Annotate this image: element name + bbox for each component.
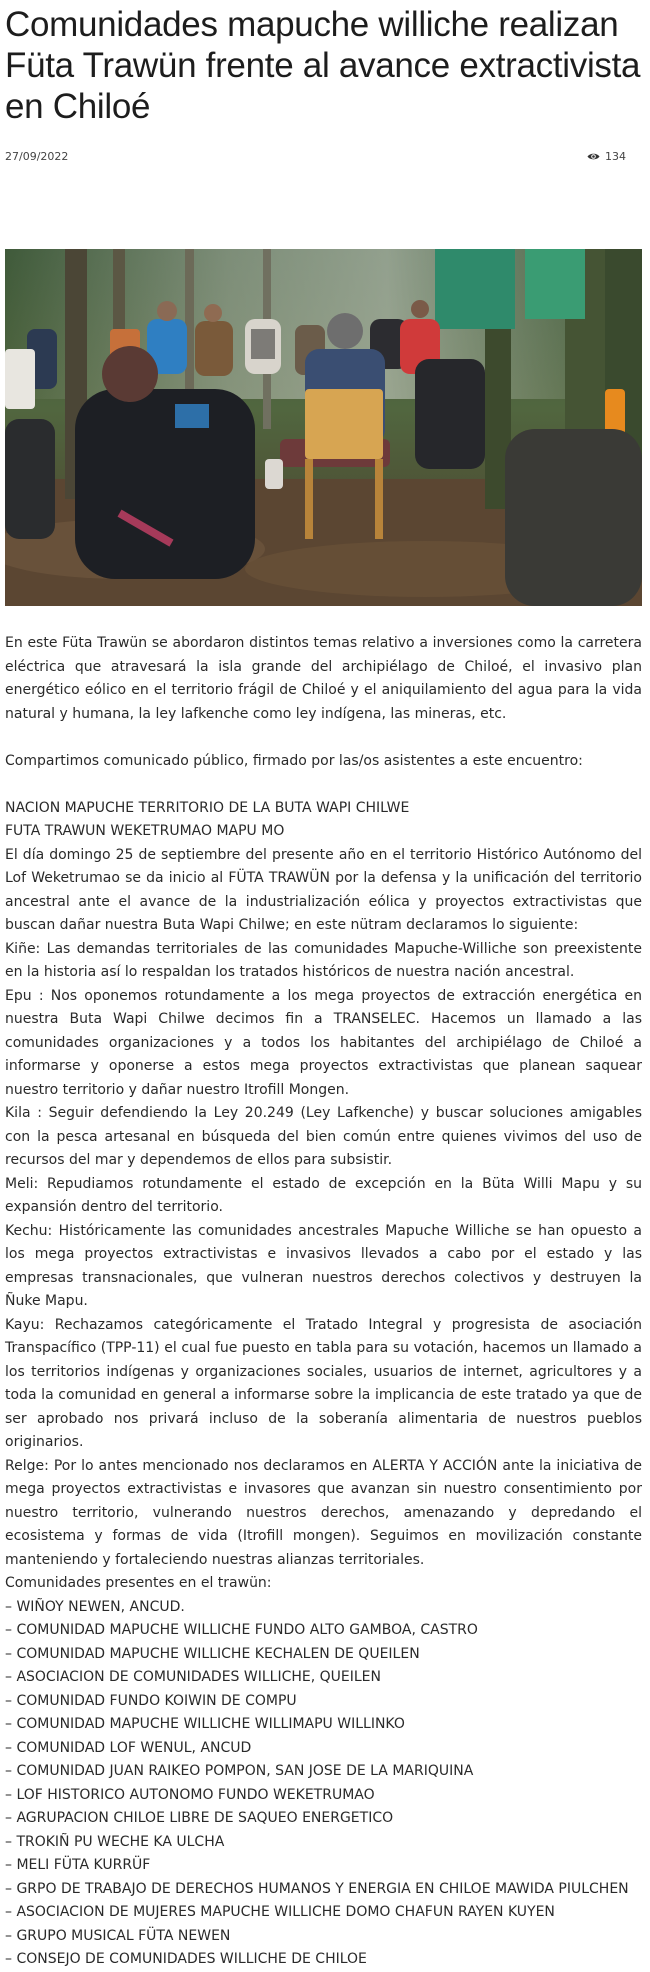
article-date: 27/09/2022 [5,150,69,163]
list-item: – COMUNIDAD MAPUCHE WILLICHE WILLIMAPU WILLINKO [5,1716,405,1732]
statement-paragraph: Kayu: Rechazamos categóricamente el Tratado Integral y progresista de asociación Transpacífico (TPP-11) el cual fue puesto en tabla para su votación, hacemos un llamado a los territorios indígenas y organizaciones sociales, usuarios de internet, agricultores y a toda la comunidad en general a informarse sobre la implicancia de este tratado ya que de ser aprobado nos privará incluso de la soberanía alimentaria de nuestros pueblos originarios. [5,1316,642,1450]
eye-icon [587,152,600,161]
communities-list [5,1596,642,1972]
forest-gathering-image [5,249,642,606]
view-count: 134 [605,150,626,163]
statement-paragraph: Kiñe: Las demandas territoriales de las comunidades Mapuche-Williche son preexistente en la historia así lo respaldan los tratados históricos de nuestra nación ancestral. [5,940,642,980]
list-item: – LOF HISTORICO AUTONOMO FUNDO WEKETRUMAO [5,1786,375,1803]
share-paragraph: Compartimos comunicado público, firmado por las/os asistentes a este encuentro: [5,752,583,769]
statement-heading-1: NACION MAPUCHE TERRITORIO DE LA BUTA WAPI CHILWE [5,799,410,816]
statement-paragraph: Kila : Seguir defendiendo la Ley 20.249 (Ley Lafkenche) y buscar soluciones amigables con la pesca artesanal en búsqueda del bien común entre quienes vivimos del uso de recursos del mar y dependemos de ellos para subsistir. [5,1105,642,1168]
list-item: – GRPO DE TRABAJO DE DERECHOS HUMANOS Y ENERGIA EN CHILOE MAWIDA PIULCHEN [5,1880,629,1897]
view-counter [587,150,626,163]
statement-paragraph: Epu : Nos oponemos rotundamente a los mega proyectos de extracción energética en nuestra Buta Wapi Chilwe decimos fin a TRANSELEC. Hacemos un llamado a las comunidades organizaciones y a todos los habitantes del archipiélago de Chiloé a informarse y oponerse a estos mega proyectos extractivistas que planean saquear nuestro territorio y dañar nuestro Itrofill Mongen. [5,987,642,1098]
article-title: Comunidades mapuche williche realizan Füta Trawün frente al avance extractivista en Chiloé [5,5,641,126]
list-item: – ASOCIACION DE COMUNIDADES WILLICHE, QUEILEN [5,1669,381,1685]
list-item: – WIÑOY NEWEN, ANCUD. [5,1598,185,1615]
statement-heading-2: FUTA TRAWUN WEKETRUMAO MAPU MO [5,823,285,839]
list-item: – CONSEJO DE COMUNIDADES WILLICHE DE CHILOE [5,1951,367,1967]
list-item: – TROKIÑ PU WECHE KA ULCHA [5,1833,225,1850]
article-photo [5,249,642,606]
list-item: – AGRUPACION CHILOE LIBRE DE SAQUEO ENERGETICO [5,1810,394,1826]
list-item: – COMUNIDAD MAPUCHE WILLICHE FUNDO ALTO GAMBOA, CASTRO [5,1622,478,1638]
list-item: – COMUNIDAD LOF WENUL, ANCUD [5,1739,252,1756]
intro-paragraph: En este Füta Trawün se abordaron distintos temas relativo a inversiones como la carretera eléctrica que atravesará la isla grande del archipiélago de Chiloé, el invasivo plan energético eólico en el territorio frágil de Chiloé y el aniquilamiento del agua para la vida natural y humana, la ley lafkenche como ley indígena, las mineras, etc. [5,635,642,722]
list-item: – ASOCIACION DE MUJERES MAPUCHE WILLICHE DOMO CHAFUN RAYEN KUYEN [5,1904,555,1920]
article [5,0,648,1967]
list-item: – GRUPO MUSICAL FÜTA NEWEN [5,1927,231,1944]
list-item: – MELI FÜTA KURRÜF [5,1857,151,1873]
list-item: – COMUNIDAD FUNDO KOIWIN DE COMPU [5,1692,297,1709]
article-body [5,632,642,1972]
statement-paragraph: El día domingo 25 de septiembre del presente año en el territorio Histórico Autónomo del Lof Weketrumao se da inicio al FÜTA TRAWÜN por la defensa y la unificación del territorio ancestral ante el avance de la industrialización eólica y proyectos extractivistas que buscan dañar nuestra Buta Wapi Chilwe; en este nütram declaramos lo siguiente: [5,846,642,933]
statement-paragraph: Meli: Repudiamos rotundamente el estado de excepción en la Büta Willi Mapu y su expansión dentro del territorio. [5,1175,642,1215]
list-item: – COMUNIDAD JUAN RAIKEO POMPON, SAN JOSE DE LA MARIQUINA [5,1763,474,1779]
article-meta [5,148,648,164]
list-item: – COMUNIDAD MAPUCHE WILLICHE KECHALEN DE QUEILEN [5,1645,420,1662]
statement-paragraph: Relge: Por lo antes mencionado nos declaramos en ALERTA Y ACCIÓN ante la iniciativa de mega proyectos extractivistas e invasores que avanzan sin nuestro consentimiento por nuestro territorio, vulnerando nuestros derechos, amenazando y depredando el ecosistema y formas de vida (Itrofill mongen). Seguimos en movilización constante manteniendo y fortaleciendo nuestras alianzas territoriales. [5,1457,642,1568]
communities-heading: Comunidades presentes en el trawün: [5,1575,272,1591]
statement-paragraph: Kechu: Históricamente las comunidades ancestrales Mapuche Williche se han opuesto a los mega proyectos extractivistas e invasivos llevados a cabo por el estado y las empresas transnacionales, que vulneran nuestros derechos colectivos y destruyen la Ñuke Mapu. [5,1222,642,1309]
